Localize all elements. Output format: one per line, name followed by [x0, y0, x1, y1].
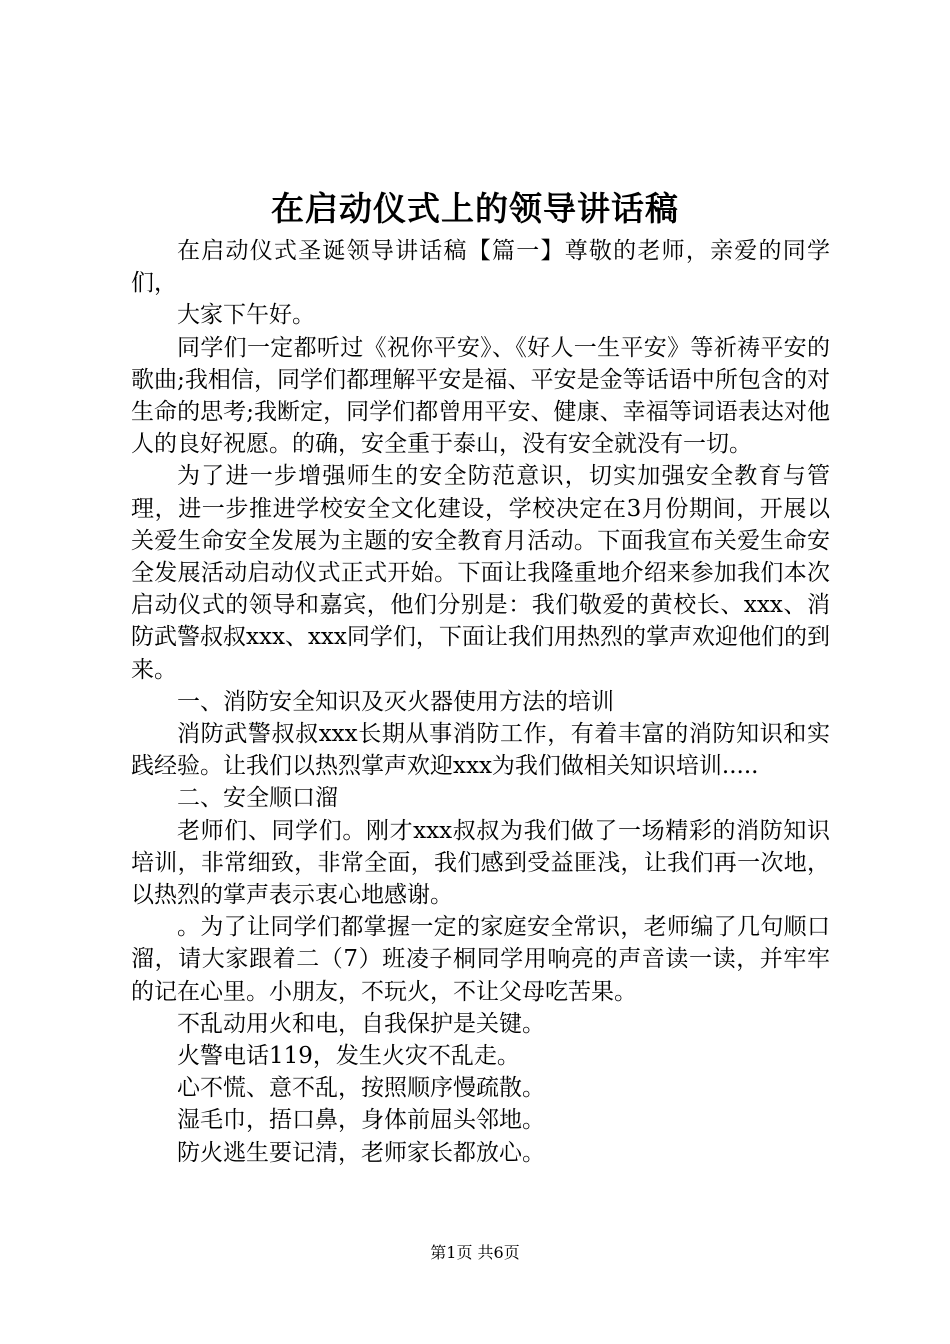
paragraph: 消防武警叔叔xxx长期从事消防工作，有着丰富的消防知识和实践经验。让我们以热烈掌声欢迎xxx为我们做相关知识培训..... — [131, 721, 830, 780]
rhyme-line: 心不慌、意不乱，按照顺序慢疏散。 — [177, 1075, 545, 1102]
paragraph: 大家下午好。 — [177, 302, 315, 329]
rhyme-line: 湿毛巾，捂口鼻，身体前屈头邻地。 — [177, 1107, 545, 1134]
section-heading: 一、消防安全知识及灭火器使用方法的培训 — [177, 688, 614, 715]
document-body — [131, 235, 830, 1169]
rhyme-line: 火警电话119，发生火灾不乱走。 — [177, 1043, 520, 1070]
document-title: 在启动仪式上的领导讲话稿 — [271, 189, 679, 228]
paragraph: 老师们、同学们。刚才xxx叔叔为我们做了一场精彩的消防知识培训，非常细致，非常全面，我们感到受益匪浅，让我们再一次地，以热烈的掌声表示衷心地感谢。 — [131, 817, 830, 909]
paragraph: 在启动仪式圣诞领导讲话稿【篇一】尊敬的老师，亲爱的同学们， — [131, 238, 830, 297]
paragraph: 。为了让同学们都掌握一定的家庭安全常识，老师编了几句顺口溜，请大家跟着二（7）班凌子桐同学用响亮的声音读一读，并牢牢的记在心里。小朋友，不玩火，不让父母吃苦果。 — [131, 914, 830, 1005]
paragraph: 为了进一步增强师生的安全防范意识，切实加强安全教育与管理，进一步推进学校安全文化建设，学校决定在3月份期间，开展以关爱生命安全发展为主题的安全教育月活动。下面我宣布关爱生命安全发展活动启动仪式正式开始。下面让我隆重地介绍来参加我们本次启动仪式的领导和嘉宾，他们分别是：我们敬爱的黄校长、xxx、消防武警叔叔xxx、xxx同学们，下面让我们用热烈的掌声欢迎他们的到来。 — [131, 463, 830, 683]
rhyme-line: 防火逃生要记清，老师家长都放心。 — [177, 1139, 545, 1166]
page-footer: 第1页 共6页 — [430, 1243, 520, 1262]
section-heading: 二、安全顺口溜 — [177, 785, 338, 812]
rhyme-line: 不乱动用火和电，自我保护是关键。 — [177, 1010, 545, 1037]
paragraph: 同学们一定都听过《祝你平安》、《好人一生平安》等祈祷平安的歌曲;我相信，同学们都理解平安是福、平安是金等话语中所包含的对生命的思考;我断定，同学们都曾用平安、健康、幸福等词语表达对他人的良好祝愿。的确，安全重于泰山，没有安全就没有一切。 — [131, 334, 830, 458]
